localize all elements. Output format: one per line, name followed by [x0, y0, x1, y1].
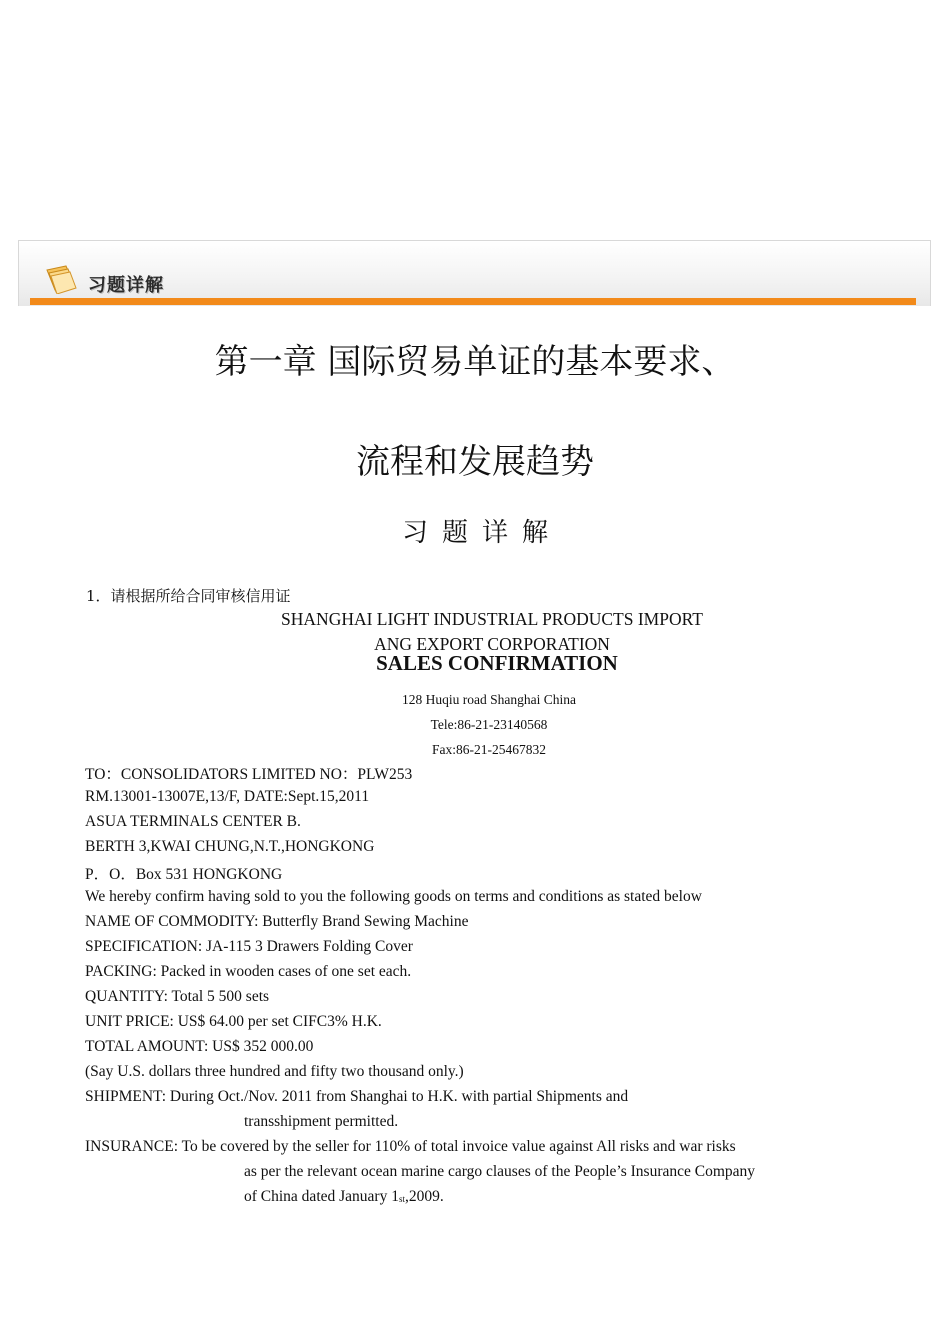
contract-line: as per the relevant ocean marine cargo clauses of the People’s Insurance Company: [244, 1163, 756, 1180]
contract-line: PACKING: Packed in wooden cases of one set each.: [85, 963, 412, 980]
contract-line: ASUA TERMINALS CENTER B.: [85, 813, 301, 830]
contract-line-last: [244, 1188, 444, 1206]
contract-line: (Say U.S. dollars three hundred and fifty two thousand only.): [85, 1063, 464, 1080]
contract-line: TOTAL AMOUNT: US$ 352 000.00: [85, 1038, 314, 1055]
company-tele: Tele:86-21-23140568: [430, 717, 548, 732]
contract-line: NAME OF COMMODITY: Butterfly Brand Sewing Machine: [85, 913, 469, 930]
ordinal-suffix: st: [398, 1194, 405, 1204]
chapter-title-line-1: 第一章 国际贸易单证的基本要求、: [214, 342, 736, 382]
contract-line: INSURANCE: To be covered by the seller for 110% of total invoice value against All risks and war risks: [85, 1138, 736, 1155]
company-fax: Fax:86-21-25467832: [432, 742, 546, 757]
contract-line: SPECIFICATION: JA-115 3 Drawers Folding Cover: [85, 938, 413, 955]
contract-line: QUANTITY: Total 5 500 sets: [85, 988, 270, 1005]
contract-line-last-suffix: ,2009.: [404, 1188, 444, 1205]
contract-line: We hereby confirm having sold to you the following goods on terms and conditions as stated below: [85, 888, 702, 905]
chapter-subtitle: 习题详解: [401, 518, 562, 548]
chapter-title-line-2: 流程和发展趋势: [356, 442, 594, 482]
banner-label: 习题详解: [88, 275, 164, 296]
contract-line: P．O．Box 531 HONGKONG: [85, 866, 283, 883]
company-name: [0, 607, 950, 657]
notebook-icon: [44, 264, 78, 294]
company-name-line-1: SHANGHAI LIGHT INDUSTRIAL PRODUCTS IMPORT: [281, 609, 703, 629]
company-name-line-2: ANG EXPORT CORPORATION: [374, 634, 610, 654]
contract-line: transshipment permitted.: [244, 1113, 399, 1130]
contract-line: SHIPMENT: During Oct./Nov. 2011 from Shanghai to H.K. with partial Shipments and: [85, 1088, 629, 1105]
document-heading: SALES CONFIRMATION: [376, 651, 618, 675]
company-address: 128 Huqiu road Shanghai China: [402, 692, 576, 707]
banner-accent-bar: [30, 298, 916, 305]
contract-line: TO：CONSOLIDATORS LIMITED NO：PLW253: [85, 766, 413, 783]
contract-line: BERTH 3,KWAI CHUNG,N.T.,HONGKONG: [85, 838, 375, 855]
contract-line-last-prefix: of China dated January 1: [244, 1188, 399, 1205]
question-1: 1．请根据所给合同审核信用证: [86, 587, 291, 605]
contract-line: RM.13001-13007E,13/F, DATE:Sept.15,2011: [85, 788, 370, 805]
contract-line: UNIT PRICE: US$ 64.00 per set CIFC3% H.K.: [85, 1013, 382, 1030]
